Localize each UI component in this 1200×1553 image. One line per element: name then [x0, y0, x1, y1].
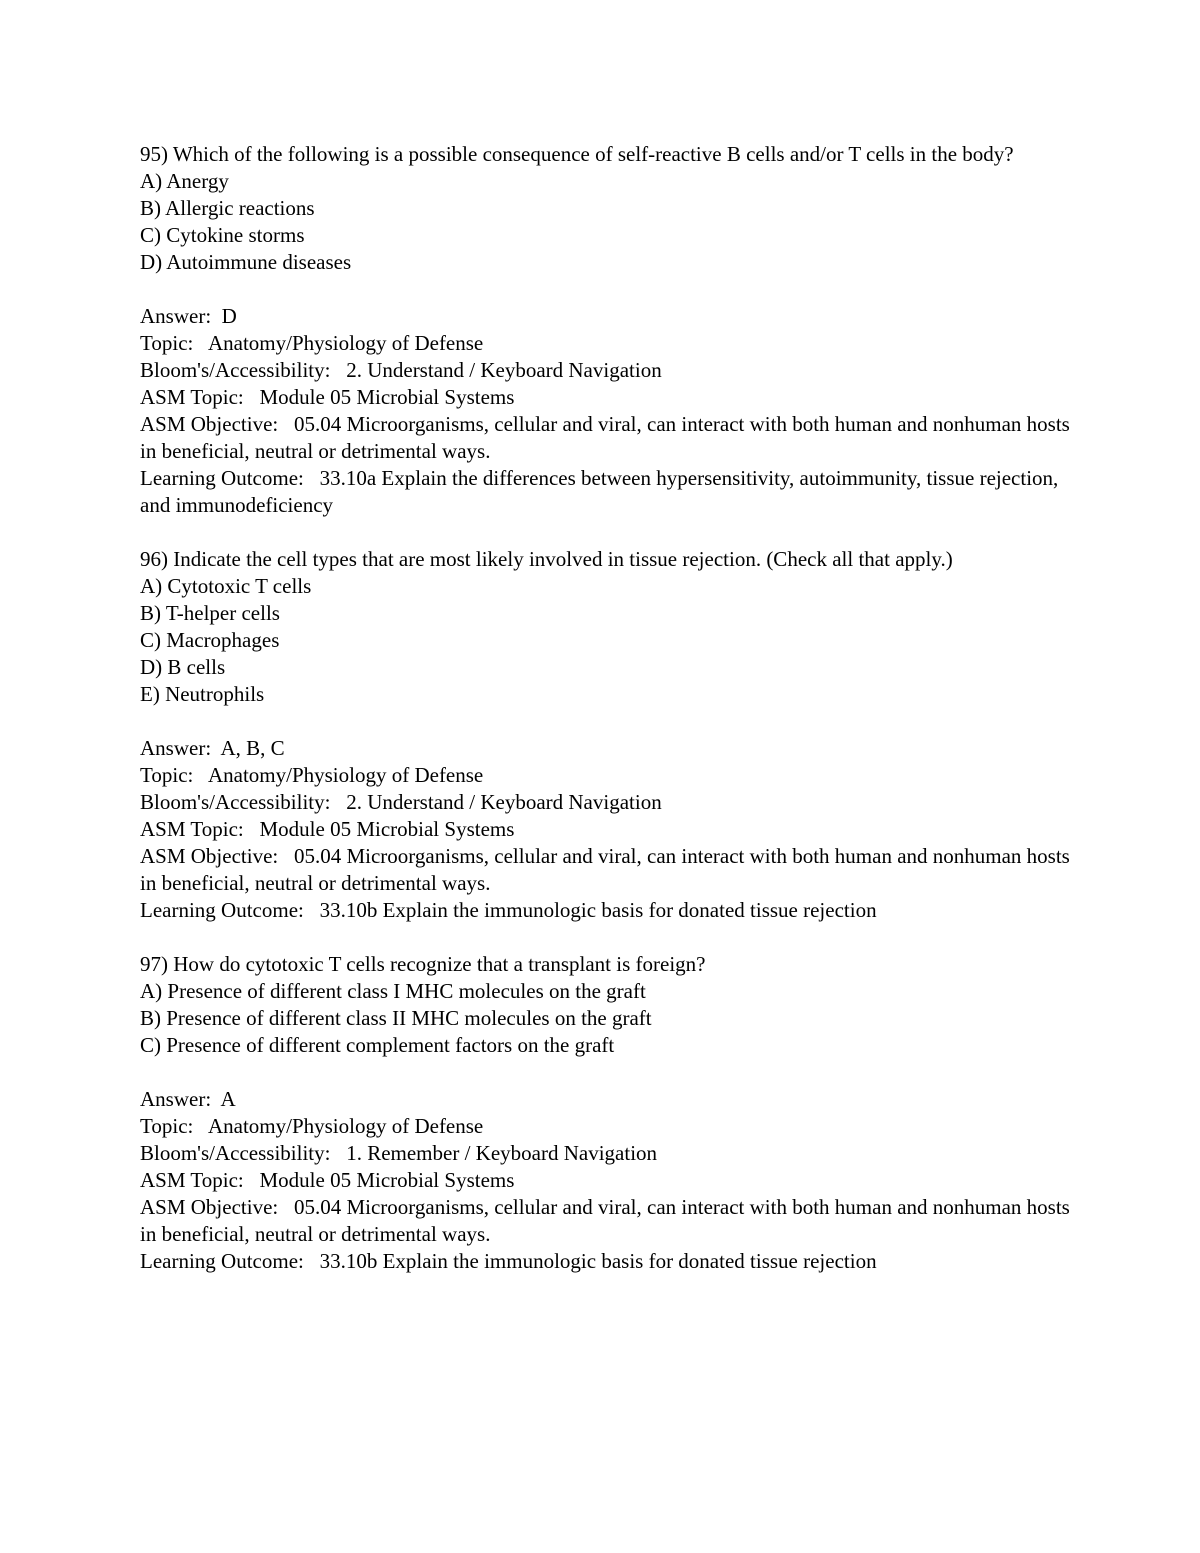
topic-line [140, 1113, 1070, 1140]
answer-block [140, 735, 1070, 924]
blooms-line [140, 1140, 1070, 1167]
asm-topic-value: Module 05 Microbial Systems [259, 385, 515, 409]
question-item-97 [140, 951, 1070, 1275]
question-stem: 96) Indicate the cell types that are most likely involved in tissue rejection. (Check all that apply.) [140, 547, 953, 571]
blooms-value: 2. Understand / Keyboard Navigation [346, 790, 662, 814]
question-stem: 95) Which of the following is a possible consequence of self-reactive B cells and/or T cells in the body? [140, 142, 1014, 166]
asm-objective-value: 05.04 Microorganisms, cellular and viral, can interact with both human and nonhuman hosts in beneficial, neutral or detrimental ways. [140, 1195, 1070, 1246]
learning-outcome-label: Learning Outcome: [140, 1249, 320, 1273]
blooms-line [140, 789, 1070, 816]
answer-line [140, 1086, 1070, 1113]
asm-objective-value: 05.04 Microorganisms, cellular and viral, can interact with both human and nonhuman hosts in beneficial, neutral or detrimental ways. [140, 844, 1070, 895]
learning-outcome-label: Learning Outcome: [140, 466, 320, 490]
topic-line [140, 762, 1070, 789]
asm-topic-line [140, 816, 1070, 843]
option-c: C) Cytokine storms [140, 223, 305, 247]
asm-topic-value: Module 05 Microbial Systems [259, 1168, 515, 1192]
asm-objective-value: 05.04 Microorganisms, cellular and viral, can interact with both human and nonhuman hosts in beneficial, neutral or detrimental ways. [140, 412, 1070, 463]
asm-topic-label: ASM Topic: [140, 385, 260, 409]
answer-value: A [220, 1087, 236, 1111]
asm-topic-line [140, 384, 1070, 411]
question-stem: 97) How do cytotoxic T cells recognize that a transplant is foreign? [140, 952, 706, 976]
topic-value: Anatomy/Physiology of Defense [207, 331, 484, 355]
question-block [140, 546, 1070, 708]
answer-line [140, 303, 1070, 330]
document-page [140, 141, 1070, 1275]
question-item-96 [140, 546, 1070, 924]
asm-objective-label: ASM Objective: [140, 844, 294, 868]
blooms-label: Bloom's/Accessibility: [140, 1141, 347, 1165]
blooms-value: 1. Remember / Keyboard Navigation [346, 1141, 658, 1165]
asm-topic-value: Module 05 Microbial Systems [259, 817, 515, 841]
learning-outcome-line [140, 1248, 1070, 1275]
topic-label: Topic: [140, 1114, 208, 1138]
answer-value: A, B, C [220, 736, 285, 760]
answer-line [140, 735, 1070, 762]
question-item-95 [140, 141, 1070, 519]
topic-value: Anatomy/Physiology of Defense [207, 763, 484, 787]
learning-outcome-line [140, 465, 1070, 519]
learning-outcome-value: 33.10b Explain the immunologic basis for donated tissue rejection [319, 1249, 877, 1273]
learning-outcome-value: 33.10b Explain the immunologic basis for donated tissue rejection [319, 898, 877, 922]
topic-label: Topic: [140, 763, 208, 787]
topic-line [140, 330, 1070, 357]
answer-block [140, 303, 1070, 519]
asm-objective-line [140, 843, 1070, 897]
option-e: E) Neutrophils [140, 682, 265, 706]
asm-objective-line [140, 411, 1070, 465]
answer-value: D [221, 304, 237, 328]
learning-outcome-line [140, 897, 1070, 924]
question-block [140, 141, 1070, 276]
answer-label: Answer: [140, 304, 222, 328]
option-a: A) Presence of different class I MHC molecules on the graft [140, 979, 646, 1003]
answer-block [140, 1086, 1070, 1275]
option-c: C) Macrophages [140, 628, 280, 652]
blooms-label: Bloom's/Accessibility: [140, 790, 347, 814]
option-b: B) Allergic reactions [140, 196, 315, 220]
topic-value: Anatomy/Physiology of Defense [207, 1114, 484, 1138]
blooms-value: 2. Understand / Keyboard Navigation [346, 358, 662, 382]
option-b: B) T-helper cells [140, 601, 280, 625]
blooms-label: Bloom's/Accessibility: [140, 358, 347, 382]
asm-objective-label: ASM Objective: [140, 1195, 294, 1219]
learning-outcome-label: Learning Outcome: [140, 898, 320, 922]
question-block [140, 951, 1070, 1059]
learning-outcome-value: 33.10a Explain the differences between hypersensitivity, autoimmunity, tissue rejection, and immunodeficiency [140, 466, 1059, 517]
option-a: A) Cytotoxic T cells [140, 574, 312, 598]
topic-label: Topic: [140, 331, 208, 355]
option-b: B) Presence of different class II MHC molecules on the graft [140, 1006, 652, 1030]
option-c: C) Presence of different complement factors on the graft [140, 1033, 615, 1057]
answer-label: Answer: [140, 1087, 221, 1111]
answer-label: Answer: [140, 736, 221, 760]
option-a: A) Anergy [140, 169, 229, 193]
asm-objective-label: ASM Objective: [140, 412, 294, 436]
option-d: D) Autoimmune diseases [140, 250, 352, 274]
asm-topic-line [140, 1167, 1070, 1194]
asm-topic-label: ASM Topic: [140, 817, 260, 841]
asm-topic-label: ASM Topic: [140, 1168, 260, 1192]
blooms-line [140, 357, 1070, 384]
option-d: D) B cells [140, 655, 226, 679]
asm-objective-line [140, 1194, 1070, 1248]
